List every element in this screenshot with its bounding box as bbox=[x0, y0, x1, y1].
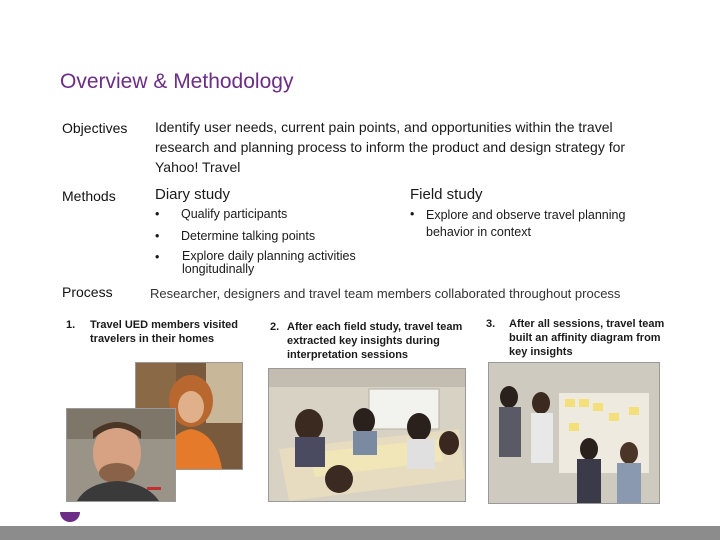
field-bullet-1: • Explore and observe travel planning behavior in context bbox=[410, 207, 626, 239]
step-2-text: After each field study, travel team extracted key insights during interpretation sessions bbox=[287, 321, 463, 361]
field-study-heading: Field study bbox=[410, 186, 483, 203]
bullet-icon: • bbox=[410, 207, 415, 221]
diary-bullet-2: • Determine talking points bbox=[155, 229, 316, 243]
process-label: Process bbox=[62, 284, 113, 300]
diary-bullet-1: • Qualify participants bbox=[155, 207, 288, 221]
photo-affinity-image bbox=[489, 363, 659, 503]
photo-man-image bbox=[67, 409, 175, 501]
bullet-icon: • bbox=[155, 250, 160, 264]
step-3-text: After all sessions, travel team built an affinity diagram from key insights bbox=[509, 318, 665, 358]
photo-man-interview bbox=[66, 408, 176, 502]
step-1-text: Travel UED members visited travelers in their homes bbox=[90, 319, 238, 345]
bullet-icon: • bbox=[155, 207, 160, 221]
step-1-number: 1. bbox=[66, 319, 76, 331]
diary-bullet-3: • Explore daily planning activities longitudinally bbox=[155, 249, 356, 276]
process-text: Researcher, designers and travel team members collaborated throughout process bbox=[150, 286, 621, 301]
footer-bar bbox=[0, 526, 720, 540]
objectives-text: Identify user needs, current pain points, and opportunities within the travel research and planning process to inform the product and design strategy for Yahoo! Travel bbox=[155, 119, 626, 175]
photo-affinity-diagram bbox=[488, 362, 660, 504]
bullet-icon: • bbox=[155, 229, 160, 243]
photo-session-image bbox=[269, 369, 465, 501]
step-2-number: 2. bbox=[270, 321, 280, 333]
step-3-number: 3. bbox=[486, 318, 496, 330]
slide-title: Overview & Methodology bbox=[60, 70, 294, 93]
photo-interpretation-session bbox=[268, 368, 466, 502]
logo-fragment bbox=[60, 512, 80, 522]
methods-label: Methods bbox=[62, 188, 116, 204]
diary-study-heading: Diary study bbox=[155, 186, 231, 203]
objectives-label: Objectives bbox=[62, 120, 128, 136]
